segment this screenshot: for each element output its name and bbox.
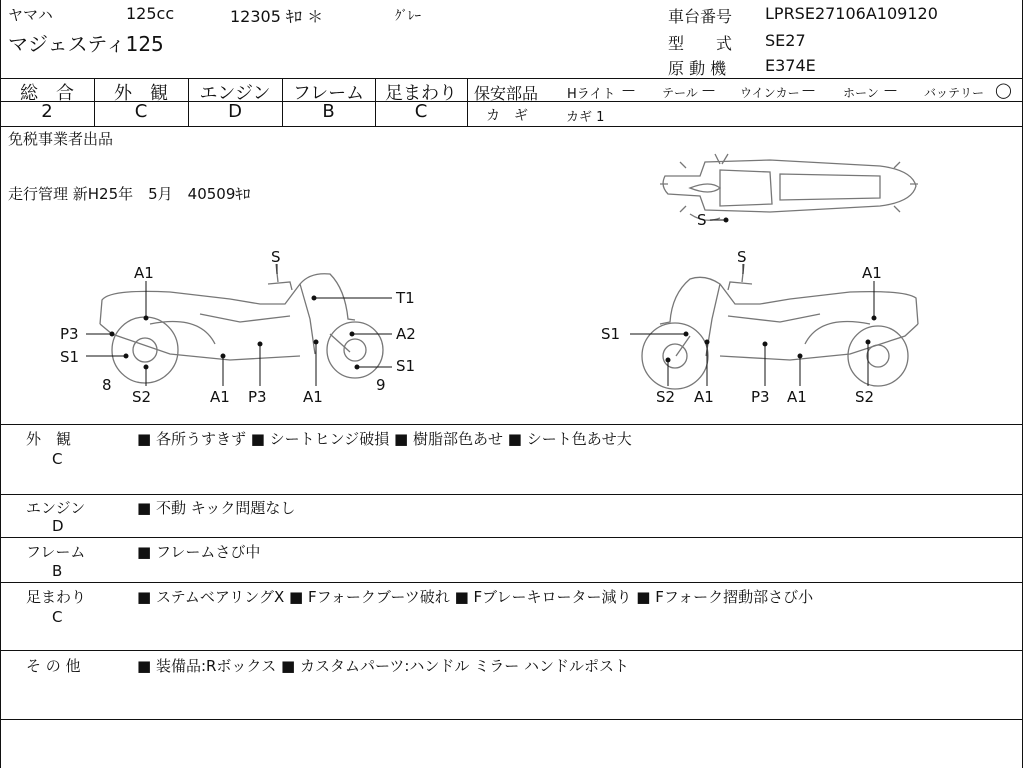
- divider: [467, 101, 1023, 102]
- remark-label-exterior: 外 観: [26, 430, 72, 448]
- label-left-8: 8: [102, 376, 112, 394]
- safety-winker: ウインカー: [740, 86, 800, 100]
- label-right-a1-seat: A1: [862, 264, 882, 282]
- label-left-9: 9: [376, 376, 386, 394]
- type-label: 型 式: [668, 34, 733, 53]
- remark-text-suspension: ■ ステムベアリングX ■ Fフォークブーツ破れ ■ Fブレーキローター減り ■ Fフォーク摺動部さび小: [137, 588, 814, 606]
- label-right-s-mirror: S: [737, 248, 747, 266]
- displacement: 125cc: [126, 4, 175, 23]
- grade-value-suspension: C: [414, 101, 428, 122]
- tax-note: 免税事業者出品: [8, 130, 114, 148]
- label-left-s1-front: S1: [396, 357, 416, 375]
- divider: [467, 78, 468, 126]
- safety-battery-value: ◯: [995, 81, 1012, 99]
- remark-label-suspension: 足まわり: [26, 588, 87, 606]
- grade-value-engine: D: [228, 101, 242, 122]
- grade-value-exterior: C: [134, 101, 148, 122]
- remark-label-frame: フレーム: [26, 543, 86, 561]
- engine-label: 原 動 機: [668, 59, 727, 78]
- remark-grade-exterior: C: [52, 450, 63, 468]
- rule: [0, 582, 1023, 583]
- rule: [0, 650, 1023, 651]
- safety-headlight: Hライト: [567, 87, 616, 102]
- remark-label-engine: エンジン: [26, 499, 86, 517]
- remark-text-other: ■ 装備品:Rボックス ■ カスタムパーツ:ハンドル ミラー ハンドルポスト: [137, 657, 629, 675]
- chassis-number: LPRSE27106A109120: [765, 4, 938, 23]
- safety-winker-value: —: [802, 83, 815, 98]
- engine-value: E374E: [765, 56, 816, 75]
- label-left-a2: A2: [396, 325, 416, 343]
- label-top-s: S: [697, 211, 707, 229]
- remark-text-frame: ■ フレームさび中: [137, 543, 261, 561]
- label-left-a1-front: A1: [303, 388, 323, 406]
- key-value: カギ 1: [566, 110, 605, 125]
- label-left-t1: T1: [396, 289, 415, 307]
- label-right-s1: S1: [601, 325, 621, 343]
- safety-tail-value: —: [702, 83, 715, 98]
- grade-value-frame: B: [322, 101, 335, 122]
- label-left-s-mirror: S: [271, 248, 281, 266]
- remark-label-other: そ の 他: [26, 657, 81, 675]
- safety-title: 保安部品: [474, 84, 539, 103]
- safety-horn: ホーン: [843, 86, 879, 100]
- remark-grade-frame: B: [52, 562, 63, 580]
- label-left-s1-rear: S1: [60, 348, 80, 366]
- label-left-a1-floor: A1: [210, 388, 230, 406]
- label-right-s2-rear: S2: [855, 388, 875, 406]
- rule: [0, 537, 1023, 538]
- mileage: 12305 ｷﾛ ＊: [230, 7, 324, 26]
- grade-value-overall: 2: [41, 101, 53, 122]
- label-left-p3-bottom: P3: [248, 388, 267, 406]
- type-value: SE27: [765, 31, 806, 50]
- remark-text-exterior: ■ 各所うすきず ■ シートヒンジ破損 ■ 樹脂部色あせ ■ シート色あせ大: [137, 430, 632, 448]
- label-right-s2-front: S2: [656, 388, 676, 406]
- remark-text-engine: ■ 不動 キック問題なし: [137, 499, 296, 517]
- model-name: マジェスティ125: [8, 32, 164, 56]
- label-left-s2: S2: [132, 388, 152, 406]
- rule: [0, 424, 1023, 425]
- label-right-a1-front: A1: [694, 388, 714, 406]
- remark-grade-suspension: C: [52, 608, 63, 626]
- label-right-a1-floor: A1: [787, 388, 807, 406]
- safety-headlight-value: —: [622, 83, 635, 98]
- mileage-management: 走行管理 新H25年 5月 40509ｷﾛ: [8, 185, 251, 203]
- safety-tail: テール: [662, 86, 698, 100]
- damage-diagram: [0, 124, 1024, 424]
- grade-label-exterior: 外 観: [114, 83, 168, 104]
- safety-battery: バッテリー: [924, 86, 985, 100]
- rule: [0, 494, 1023, 495]
- safety-horn-value: —: [884, 83, 897, 98]
- key-label: カ ギ: [486, 108, 528, 124]
- maker: ヤマハ: [8, 6, 53, 24]
- label-left-p3: P3: [60, 325, 79, 343]
- color: ｸﾞﾚｰ: [395, 9, 421, 24]
- rule: [0, 719, 1023, 720]
- label-right-p3: P3: [751, 388, 770, 406]
- remark-grade-engine: D: [52, 517, 64, 535]
- grade-label-frame: フレーム: [292, 83, 365, 104]
- label-left-a1-seat: A1: [134, 264, 154, 282]
- chassis-label: 車台番号: [668, 7, 733, 26]
- grade-label-engine: エンジン: [199, 83, 271, 104]
- right-view-scooter-outline: [642, 264, 918, 389]
- grade-label-overall: 総 合: [20, 83, 74, 104]
- grade-label-suspension: 足まわり: [385, 83, 457, 104]
